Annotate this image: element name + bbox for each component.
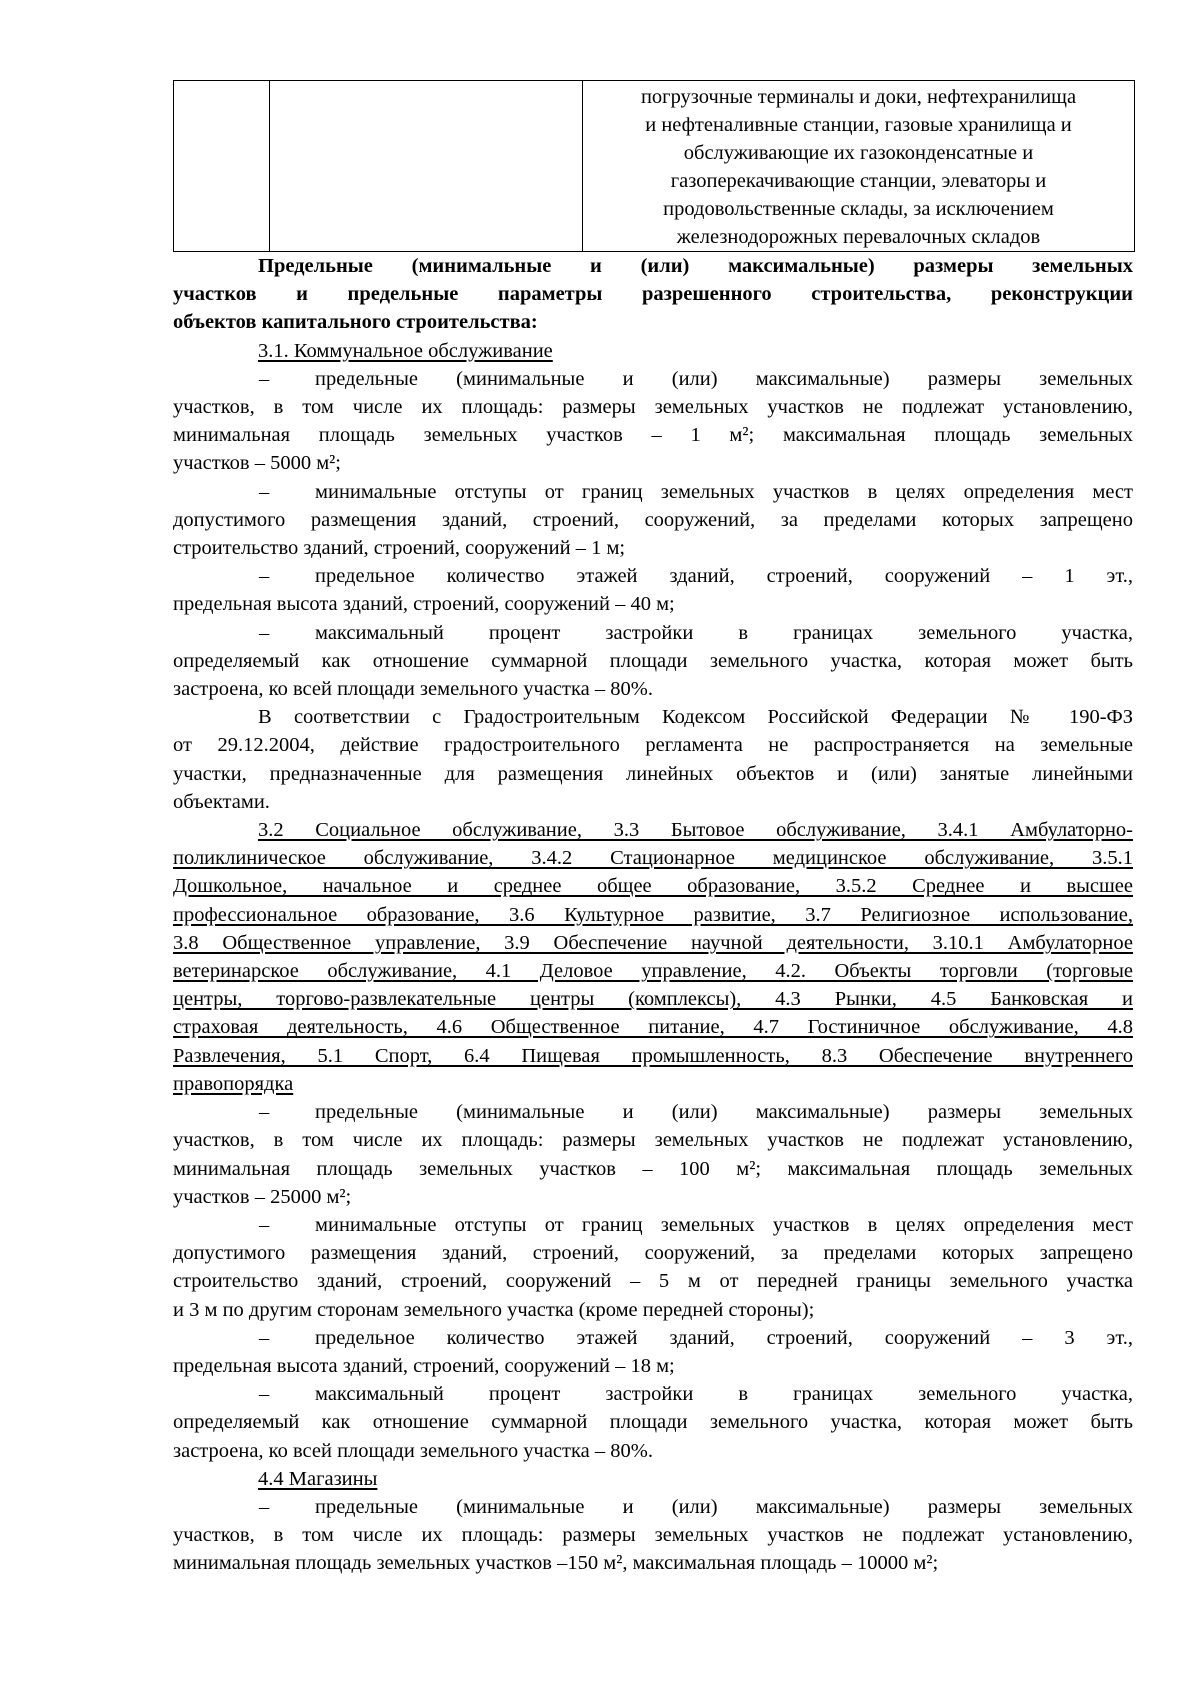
text-line: предельные (минимальные и (или) максимальные) размеры земельных [315,367,1133,390]
text-line: строительство зданий, строений, сооружений – 1 м; [173,537,626,560]
paragraph [173,562,1133,618]
text-line: и 3 м по другим сторонам земельного участка (кроме передней стороны); [173,1298,815,1321]
heading-line: объектов капитального строительства: [173,311,538,334]
paragraph [173,478,1133,563]
dash-marker: – [259,480,270,503]
text-line: минимальные отступы от границ земельных участков в целях определения мест [315,480,1133,503]
paragraph [173,619,1133,704]
text-line: предельная высота зданий, строений, сооружений – 40 м; [173,593,675,616]
dash-marker: – [259,621,270,644]
title-line: профессиональное образование, 3.6 Культурное развитие, 3.7 Религиозное использование, [173,903,1133,926]
title-line: поликлиническое обслуживание, 3.4.2 Стационарное медицинское обслуживание, 3.5.1 [173,847,1133,870]
text-line: застроена, ко всей площади земельного участка – 80%. [173,678,653,701]
text-line: предельное количество этажей зданий, строений, сооружений – 3 эт., [315,1326,1133,1349]
paragraph [173,1324,1133,1380]
text-line: участков, в том числе их площадь: размеры земельных участков не подлежат установлению, [173,396,1133,419]
cell-line: и нефтеналивные станции, газовые хранилища и [645,114,1072,136]
dash-marker: – [259,1383,270,1406]
subsection-title-3-1: 3.1. Коммунальное обслуживание [258,339,553,362]
cell-line: продовольственные склады, за исключением [663,198,1054,220]
title-line: Развлечения, 5.1 Спорт, 6.4 Пищевая промышленность, 8.3 Обеспечение внутреннего [173,1044,1133,1067]
document-page [173,80,1133,1578]
title-line: ветеринарское обслуживание, 4.1 Деловое управление, 4.2. Объекты торговли (торговые [173,960,1133,983]
text-line: предельные (минимальные и (или) максимальные) размеры земельных [315,1101,1133,1124]
text-line: допустимого размещения зданий, строений, сооружений, за пределами которых запрещено [173,508,1133,531]
paragraph [173,365,1133,478]
table-cell-name [270,81,583,252]
dash-marker: – [259,1326,270,1349]
text-line: минимальная площадь земельных участков – 1 м²; максимальная площадь земельных [173,424,1133,447]
text-line: участков – 5000 м²; [173,452,342,475]
cell-line: газоперекачивающие станции, элеваторы и [670,170,1047,192]
paragraph [173,1098,1133,1211]
title-line: правопорядка [173,1072,294,1095]
text-line: участки, предназначенные для размещения линейных объектов и (или) занятые линейными [173,762,1133,785]
text-line: от 29.12.2004, действие градостроительного регламента не распространяется на земельные [173,734,1133,757]
heading-line: Предельные (минимальные и (или) максимальные) размеры земельных [258,255,1133,277]
title-line: 3.2 Социальное обслуживание, 3.3 Бытовое обслуживание, 3.4.1 Амбулаторно- [258,819,1133,842]
text-line: максимальный процент застройки в границах земельного участка, [315,621,1133,644]
dash-marker: – [259,565,270,588]
paragraph [173,1211,1133,1324]
text-line: участков, в том числе их площадь: размеры земельных участков не подлежат установлению, [173,1524,1133,1547]
text-line: участков – 25000 м²; [173,1185,352,1208]
title-line: страховая деятельность, 4.6 Общественное питание, 4.7 Гостиничное обслуживание, 4.8 [173,1016,1133,1039]
subsection-title-3-2 [173,816,1133,1098]
dash-marker: – [259,1495,270,1518]
table-row [174,81,1135,252]
text-line: предельное количество этажей зданий, строений, сооружений – 1 эт., [315,565,1133,588]
document-body [173,252,1133,1578]
text-line: предельные (минимальные и (или) максимальные) размеры земельных [315,1495,1133,1518]
title-line: 3.8 Общественное управление, 3.9 Обеспечение научной деятельности, 3.10.1 Амбулаторное [173,931,1133,954]
cell-line: железнодорожных перевалочных складов [676,226,1041,248]
zoning-table [173,80,1135,252]
text-line: определяемый как отношение суммарной площади земельного участка, которая может быть [173,1411,1133,1434]
text-line: максимальный процент застройки в границах земельного участка, [315,1383,1133,1406]
table-cell-number [174,81,270,252]
text-line: участков, в том числе их площадь: размеры земельных участков не подлежат установлению, [173,1129,1133,1152]
title-line: Дошкольное, начальное и среднее общее образование, 3.5.2 Среднее и высшее [173,875,1133,898]
table-cell-description [583,81,1135,252]
title-line: центры, торгово-развлекательные центры (комплексы), 4.3 Рынки, 4.5 Банковская и [173,988,1133,1011]
paragraph [173,1380,1133,1465]
text-line: допустимого размещения зданий, строений, сооружений, за пределами которых запрещено [173,1242,1133,1265]
text-line: В соответствии с Градостроительным Кодексом Российской Федерации № 190-ФЗ [258,706,1133,729]
text-line: предельная высота зданий, строений, сооружений – 18 м; [173,1354,675,1377]
dash-marker: – [259,367,270,390]
text-line: определяемый как отношение суммарной площади земельного участка, которая может быть [173,649,1133,672]
dash-marker: – [259,1213,270,1236]
cell-line: погрузочные терминалы и доки, нефтехранилища [640,86,1077,108]
paragraph [173,1493,1133,1578]
text-line: объектами. [173,790,270,813]
cell-line: обслуживающие их газоконденсатные и [683,142,1034,164]
text-line: минимальная площадь земельных участков – 100 м²; максимальная площадь земельных [173,1157,1133,1180]
text-line: минимальные отступы от границ земельных участков в целях определения мест [315,1213,1133,1236]
text-line: застроена, ко всей площади земельного участка – 80%. [173,1439,653,1462]
text-line: минимальная площадь земельных участков –150 м², максимальная площадь – 10000 м²; [173,1552,939,1575]
paragraph-note [173,703,1133,816]
text-line: строительство зданий, строений, сооружений – 5 м от передней границы земельного участка [173,1270,1133,1293]
section-heading [173,252,1133,337]
dash-marker: – [259,1101,270,1124]
heading-line: участков и предельные параметры разрешенного строительства, реконструкции [173,283,1133,306]
subsection-title-4-4: 4.4 Магазины [258,1467,378,1490]
